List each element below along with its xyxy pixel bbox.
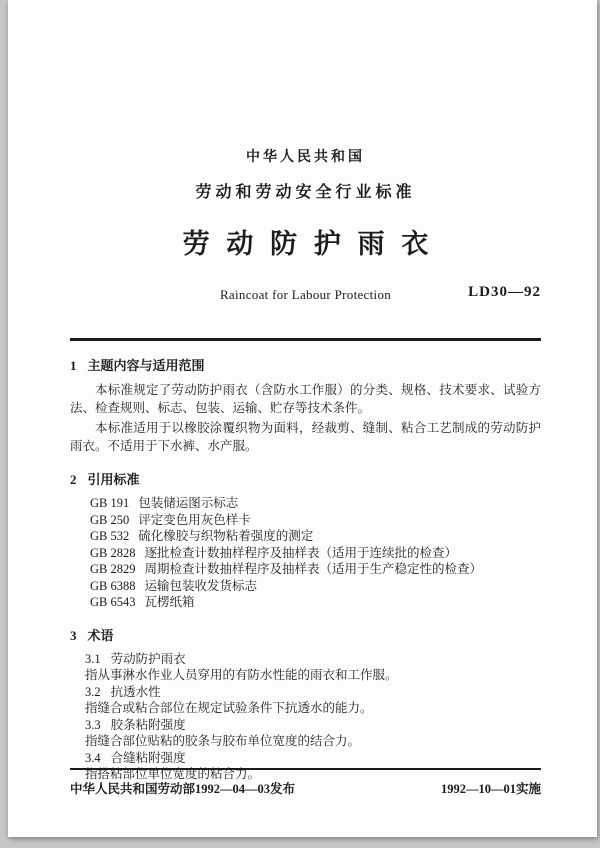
term-entry bbox=[85, 684, 541, 716]
section-3-title: 术语 bbox=[87, 627, 114, 643]
term-heading bbox=[85, 651, 541, 667]
term-number: 3.2 bbox=[85, 684, 101, 699]
term-number: 3.3 bbox=[85, 717, 101, 732]
document-body bbox=[70, 355, 541, 782]
reference-title: 瓦楞纸箱 bbox=[144, 595, 195, 609]
term-definition: 指缝合或粘合部位在规定试验条件下抗透水的能力。 bbox=[85, 700, 373, 715]
term-definition: 指缝合部位贴粘的胶条与胶布单位宽度的结合力。 bbox=[85, 733, 361, 748]
section-3-heading bbox=[70, 625, 541, 644]
section-1-heading bbox=[70, 355, 541, 374]
country-name: 中华人民共和国 bbox=[246, 150, 365, 165]
reference-item bbox=[90, 545, 541, 562]
implementation-date: 1992—10—01实施 bbox=[440, 782, 541, 796]
reference-code: GB 532 bbox=[90, 529, 130, 543]
reference-title: 周期检查计数抽样程序及抽样表（适用于生产稳定性的检查） bbox=[144, 562, 483, 576]
page-content bbox=[8, 0, 597, 782]
term-name: 抗透水性 bbox=[110, 684, 161, 699]
reference-item bbox=[90, 561, 541, 578]
reference-title: 评定变色用灰色样卡 bbox=[138, 512, 251, 527]
standard-type: 劳动和劳动安全行业标准 bbox=[195, 184, 416, 201]
term-entry bbox=[85, 651, 541, 683]
reference-item bbox=[90, 495, 541, 512]
reference-code: GB 2829 bbox=[90, 562, 136, 576]
document-header bbox=[70, 0, 541, 341]
term-heading bbox=[85, 717, 541, 733]
term-definition: 指搭粘部位单位宽度的粘合力。 bbox=[85, 766, 261, 781]
section-1-number: 1 bbox=[70, 358, 77, 373]
reference-code: GB 6543 bbox=[90, 595, 136, 609]
reference-code: GB 250 bbox=[90, 512, 130, 527]
reference-item bbox=[90, 528, 541, 545]
term-heading bbox=[85, 750, 541, 766]
section-2-title: 引用标准 bbox=[87, 472, 140, 487]
term-name: 劳动防护雨衣 bbox=[110, 651, 186, 666]
terms-list bbox=[85, 651, 541, 782]
term-number: 3.4 bbox=[85, 750, 101, 765]
section-1-title: 主题内容与适用范围 bbox=[87, 358, 205, 373]
term-name: 胶条粘附强度 bbox=[110, 717, 186, 732]
footer-row bbox=[70, 779, 541, 797]
term-heading bbox=[85, 684, 541, 700]
header-divider bbox=[70, 338, 541, 341]
reference-code: GB 191 bbox=[90, 496, 130, 510]
document-footer bbox=[70, 768, 541, 797]
reference-item bbox=[90, 512, 541, 529]
title-subrow bbox=[70, 284, 541, 305]
issue-statement: 中华人民共和国劳动部1992—04—03发布 bbox=[70, 782, 296, 796]
term-entry bbox=[85, 717, 541, 749]
section-2-heading bbox=[70, 469, 541, 488]
reference-list bbox=[90, 495, 541, 611]
reference-code: GB 2828 bbox=[90, 545, 136, 560]
section-1-paragraph-1: 本标准规定了劳动防护雨衣（含防水工作服）的分类、规格、技术要求、试验方法、检查规则、标志、包装、运输、贮存等技术条件。 bbox=[70, 383, 541, 415]
reference-title: 运输包装收发货标志 bbox=[144, 578, 258, 593]
reference-title: 硫化橡胶与织物粘着强度的测定 bbox=[138, 529, 314, 543]
reference-code: GB 6388 bbox=[90, 578, 136, 593]
reference-title: 包装储运图示标志 bbox=[138, 496, 239, 510]
term-name: 合缝粘附强度 bbox=[110, 750, 186, 765]
section-3-number: 3 bbox=[70, 627, 77, 643]
document-title-english: Raincoat for Labour Protection bbox=[219, 287, 392, 302]
reference-item bbox=[90, 578, 541, 595]
page-title: 劳动防护雨衣 bbox=[182, 229, 446, 259]
reference-item bbox=[90, 594, 541, 611]
standard-number: LD30—92 bbox=[468, 284, 541, 300]
term-number: 3.1 bbox=[85, 651, 101, 666]
section-1-paragraph-2: 本标准适用于以橡胶涂覆织物为面料，经裁剪、缝制、粘合工艺制成的劳动防护雨衣。不适用于下水裤、水产服。 bbox=[70, 421, 541, 453]
document-page bbox=[8, 0, 597, 837]
reference-title: 逐批检查计数抽样程序及抽样表（适用于连续批的检查） bbox=[144, 545, 458, 560]
term-definition: 指从事淋水作业人员穿用的有防水性能的雨衣和工作服。 bbox=[85, 667, 398, 682]
section-2-number: 2 bbox=[70, 472, 77, 487]
